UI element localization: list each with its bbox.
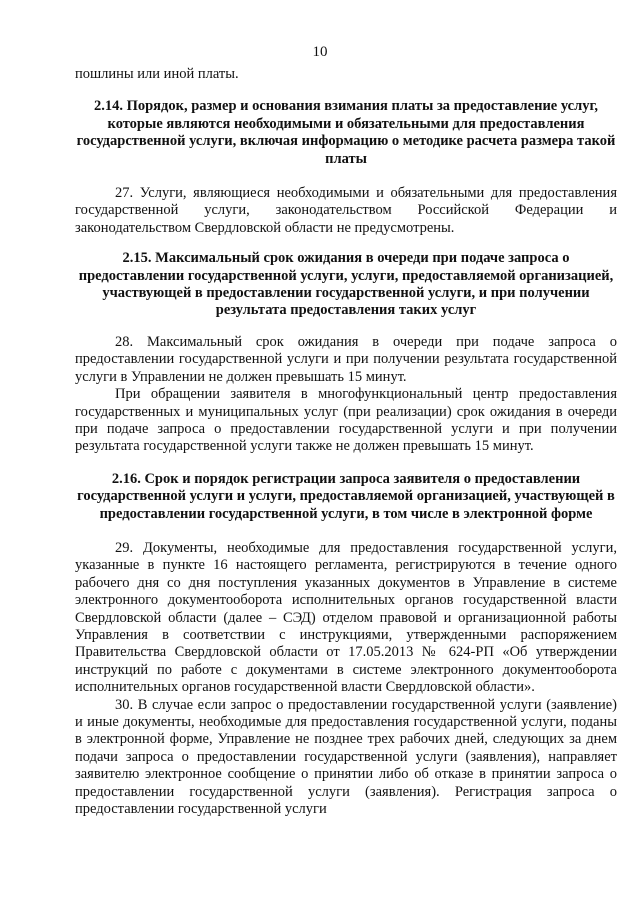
document-body: [75, 66, 617, 818]
section-heading-2-14: 2.14. Порядок, размер и основания взимания платы за предоставление услуг, которые являются необходимыми и обязательными для предоставления государственной услуги, включая информацию о методике расчета размера такой платы: [76, 98, 616, 167]
continuation-text: пошлины или иной платы.: [75, 66, 239, 82]
paragraph-28: 28. Максимальный срок ожидания в очереди при подаче запроса о предоставлении государственной услуги и при получении результата государственной услуги в Управлении не должен превышать 15 минут.: [75, 333, 617, 385]
paragraph-30: 30. В случае если запрос о предоставлении государственной услуги (заявление) и иные документы, необходимые для предоставления государственной услуги, поданы в электронной форме, Управление не позднее трех рабочих дней, следующих за днем подачи запроса о предоставлении государственной услуги (заявления), направляет заявителю электронное сообщение о принятии либо об отказе в принятии запроса о предоставлении государственной услуги (заявления). Регистрация запроса о предоставлении государственной услуги: [75, 696, 617, 818]
paragraph-28-mfc: При обращении заявителя в многофункциональный центр предоставления государственных и муниципальных услуг (при реализации) срок ожидания в очереди при подаче запроса о предоставлении государственной услуги и при получении результата государственной услуги также не должен превышать 15 минут.: [75, 386, 617, 455]
section-heading-2-15: 2.15. Максимальный срок ожидания в очереди при подаче запроса о предоставлении государственной услуги, услуги, предоставляемой организацией, участвующей в предоставлении государственной услуги, и при получении результата предоставления таких услуг: [78, 250, 614, 319]
section-heading-2-16: 2.16. Срок и порядок регистрации запроса заявителя о предоставлении государственной услуги и услуги, предоставляемой организацией, участвующей в предоставлении государственной услуги, в том числе в электронной форме: [77, 470, 615, 522]
paragraph-27: 27. Услуги, являющиеся необходимыми и обязательными для предоставления государственной услуги, законодательством Российской Федерации и законодательством Свердловской области не предусмотрены.: [75, 185, 617, 236]
paragraph-29: 29. Документы, необходимые для предоставления государственной услуги, указанные в пункте 16 настоящего регламента, регистрируются в течение одного рабочего дня со дня поступления указанных документов в Управление в системе электронного документооборота исполнительных органов государственной власти Свердловской области (далее – СЭД) отделом правовой и организационной работы Управления в соответствии с инструкциями, утвержденными распоряжением Правительства Свердловской области от 17.05.2013 № 624-РП «Об утверждении инструкций по работе с документами в системе электронного документооборота исполнительных органов государственной власти Свердловской области».: [75, 539, 617, 696]
page-number: 10: [312, 44, 328, 60]
